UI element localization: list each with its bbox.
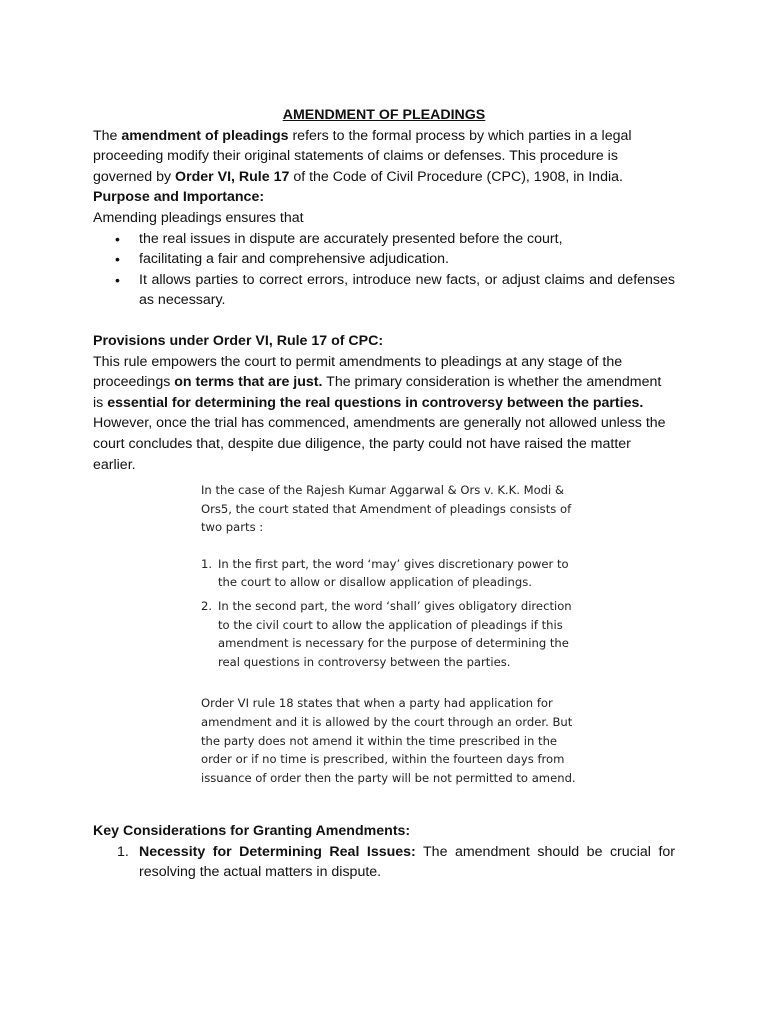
- provisions-bold-2: essential for determining the real questions in controversy between the parties.: [107, 394, 644, 411]
- item-number: 2.: [201, 598, 213, 613]
- bullet-item: • facilitating a fair and comprehensive adjudication.: [93, 249, 675, 270]
- key-considerations-section: [93, 821, 675, 883]
- item-bold: Necessity for Determining Real Issues:: [139, 843, 416, 860]
- page-title: AMENDMENT OF PLEADINGS: [282, 107, 486, 123]
- excerpt-list-item: [201, 597, 581, 671]
- provisions-paragraph: [93, 352, 675, 476]
- document-body: [93, 105, 675, 475]
- key-list-item: [93, 842, 675, 883]
- intro-text-3: of the Code of Civil Procedure (CPC), 1908, in India.: [289, 168, 623, 185]
- bullet-item: • the real issues in dispute are accurately presented before the court,: [93, 229, 675, 250]
- purpose-lead: Amending pleadings ensures that: [93, 209, 304, 226]
- item-text: In the second part, the word ‘shall’ gives obligatory direction to the civil court to allow the application of pleadings if this amendment is necessary for the purpose of determining the real questions in controversy between the parties.: [218, 598, 572, 669]
- excerpt-rule18: Order VI rule 18 states that when a party had application for amendment and it is allowed by the court through an order. But the party does not amend it within the time prescribed in the order or if no time is prescribed, within the fourteen days from issuance of order then the party will be not permitted to amend.: [201, 696, 576, 785]
- item-text: The amendment should be crucial for resolving the actual matters in dispute.: [139, 843, 675, 881]
- intro-bold-1: amendment of pleadings: [121, 127, 289, 144]
- provisions-text-3: However, once the trial has commenced, amendments are generally not allowed unless the court concludes that, despite due diligence, the party could not have raised the matter earlier.: [93, 415, 666, 473]
- key-heading: Key Considerations for Granting Amendments:: [93, 823, 411, 839]
- purpose-bullet-list: [93, 229, 675, 311]
- intro-text-1: The: [93, 127, 122, 144]
- provisions-text-2: The primary consideration is whether the amendment is: [93, 374, 662, 411]
- item-text: In the first part, the word ‘may’ gives discretionary power to the court to allow or disallow application of pleadings.: [218, 556, 569, 590]
- intro-paragraph: [93, 126, 675, 188]
- provisions-heading: Provisions under Order VI, Rule 17 of CPC:: [93, 332, 384, 349]
- excerpt-list-item: [201, 555, 581, 592]
- purpose-heading: Purpose and Importance:: [93, 189, 265, 206]
- provisions-bold-1: on terms that are just.: [174, 374, 323, 391]
- item-number: 1.: [117, 843, 129, 860]
- key-list: [93, 842, 675, 883]
- intro-bold-2: Order VI, Rule 17: [175, 168, 290, 185]
- intro-text-2: refers to the formal process by which parties in a legal proceeding modify their original statements of claims or defenses. This procedure is governed by: [93, 127, 632, 185]
- bullet-item: • It allows parties to correct errors, introduce new facts, or adjust claims and defenses as necessary.: [93, 270, 675, 311]
- excerpt-intro: In the case of the Rajesh Kumar Aggarwal & Ors v. K.K. Modi & Ors5, the court stated that Amendment of pleadings consists of two parts :: [201, 483, 572, 535]
- embedded-excerpt-image: [201, 481, 581, 787]
- provisions-text-1: This rule empowers the court to permit amendments to pleadings at any stage of the proceedings: [93, 353, 623, 391]
- item-number: 1.: [201, 556, 213, 571]
- excerpt-list: [201, 555, 581, 672]
